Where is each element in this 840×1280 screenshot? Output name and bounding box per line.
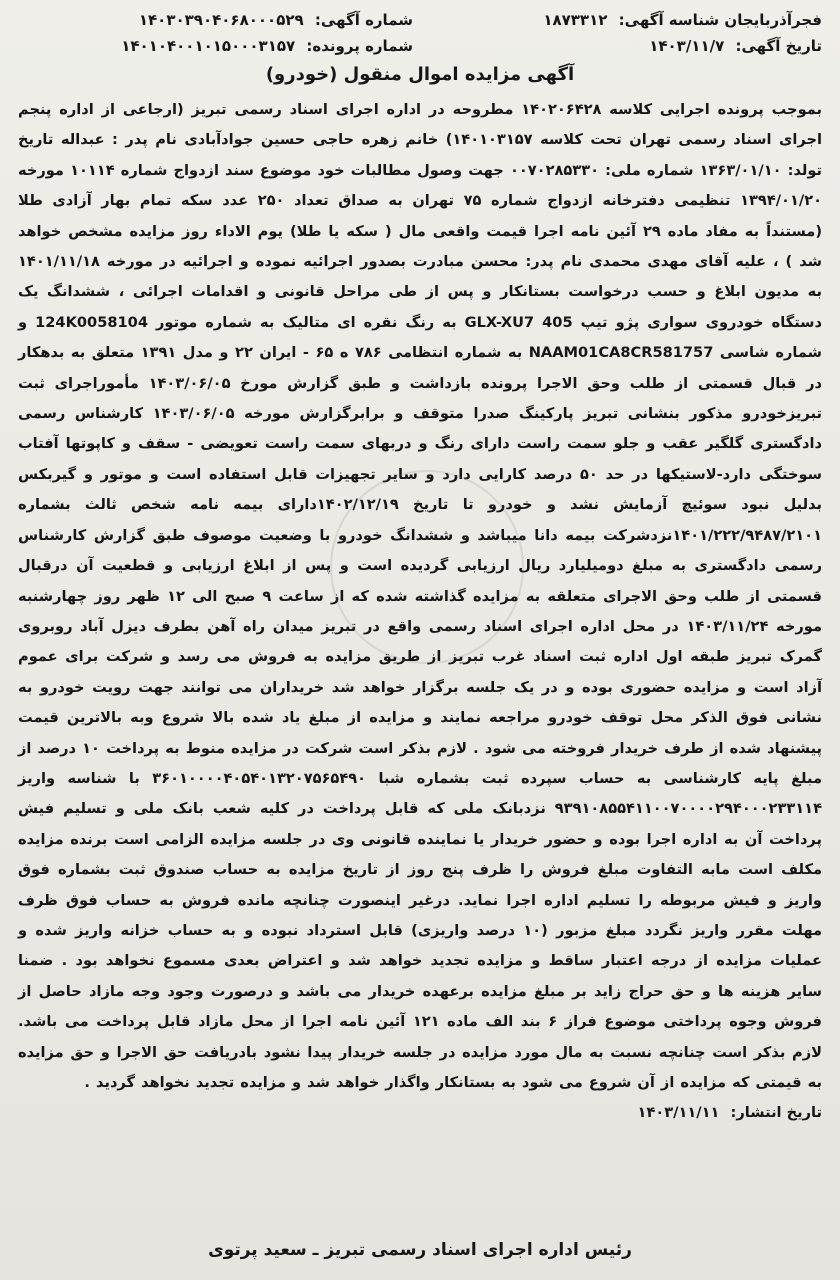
case-number: ۱۴۰۱۰۴۰۰۱۰۱۵۰۰۰۳۱۵۷ bbox=[121, 37, 296, 55]
notice-body bbox=[18, 95, 822, 1098]
notice-date: ۱۴۰۳/۱۱/۷ bbox=[649, 37, 725, 55]
case-number-row bbox=[18, 36, 413, 56]
newspaper-name: فجرآذربایجان bbox=[724, 11, 822, 29]
publish-date-row bbox=[18, 1098, 822, 1128]
case-number-label: شماره پرونده: bbox=[306, 37, 413, 55]
publish-date-label: تاریخ انتشار: bbox=[730, 1104, 822, 1122]
notice-date-row bbox=[427, 36, 822, 56]
notice-number-row bbox=[18, 10, 413, 30]
notice-header bbox=[18, 10, 822, 56]
notice-number-label: شماره آگهی: bbox=[314, 11, 413, 29]
notice-title: آگهی مزایده اموال منقول (خودرو) bbox=[265, 64, 575, 85]
notice-number: ۱۴۰۳۰۳۹۰۴۰۶۸۰۰۰۵۲۹ bbox=[138, 11, 304, 29]
newspaper-and-notice-id bbox=[427, 10, 822, 30]
notice-id-label: شناسه آگهی: bbox=[618, 11, 720, 29]
notice-date-label: تاریخ آگهی: bbox=[735, 37, 822, 55]
body-paragraph: بموجب پرونده اجرایی کلاسه ۱۴۰۲۰۶۴۲۸ مطروحه در اداره اجرای اسناد رسمی تبریز (ارجاعی از اداره پنجم اجرای اسناد رسمی تهران تحت کلاسه ۱۴۰۱۰۳۱۵۷) خانم زهره حاجی حسین جوادآبادی نام پدر : عبداله تاریخ تولد: ۱۳۶۳/۰۱/۱۰ شماره ملی: ۰۰۷۰۲۸۵۳۳۰ جهت وصول مطالبات خود موضوع سند ازدواج شماره ۱۰۱۱۴ مورخه ۱۳۹۴/۰۱/۲۰ تنظیمی دفترخانه ازدواج شماره ۷۵ تهران به صداق تعداد ۲۵۰ عدد سکه تمام بهار آزادی طلا (مستنداً به مفاد ماده ۲۹ آئین نامه اجرا قیمت واقعی مال ( سکه یا طلا) یوم الاداء روز مزایده مشخص خواهد شد ) ، علیه آقای مهدی محمدی نام پدر: محسن مبادرت بصدور اجرائیه نموده و اجرائیه در مورخه ۱۴۰۱/۱۱/۱۸ به مدیون ابلاغ و حسب درخواست بستانکار و پس از طی مراحل قانونی و اقدامات اجرائی ، ششدانگ یک دستگاه خودروی سواری پژو تیپ GLX-XU7 405 به رنگ نقره ای متالیک به شماره موتور 124K0058104 و شماره شاسی NAAM01CA8CR581757 به شماره انتظامی ۷۸۶ ه ۶۵ - ایران ۲۲ و مدل ۱۳۹۱ متعلق به بدهکار در قبال قسمتی از طلب وحق الاجرا پرونده بازداشت و طبق گزارش مورخ ۱۴۰۳/۰۶/۰۵ مأموراجرای ثبت تبریزخودرو مذکور بنشانی تبریز پارکینگ صدرا متوقف و برابرگزارش مورخه ۱۴۰۳/۰۶/۰۵ کارشناس رسمی دادگستری گلگیر عقب و جلو سمت راست دارای رنگ و دربهای سمت راست تعویضی - سقف و کاپوتها آفتاب سوختگی دارد-لاستیکها در حد ۵۰ درصد کارایی دارد و سایر تجهیزات قابل استفاده است و موتور و گیربکس بدلیل نبود سوئیچ آزمایش نشد و خودرو تا تاریخ ۱۴۰۲/۱۲/۱۹دارای بیمه نامه شخص ثالث بشماره ۱۴۰۱/۲۲۲/۹۴۸۷/۲۱۰۱نزدشرکت بیمه دانا میباشد و ششدانگ خودرو با وضعیت موصوف طبق گزارش کارشناس رسمی دادگستری به مبلغ دومیلیارد ریال ارزیابی گردیده است و پس از ابلاغ ارزیابی و قطعیت آن درقبال قسمتی از طلب وحق الاجرای متعلقه به مزایده گذاشته شده که از ساعت ۹ صبح الی ۱۲ ظهر روز چهارشنبه مورخه ۱۴۰۳/۱۱/۲۴ در محل اداره اجرای اسناد رسمی واقع در تبریز میدان راه آهن بطرف دیزل آباد روبروی گمرک تبریز طبقه اول اداره ثبت اسناد غرب تبریز از طریق مزایده به فروش می رسد و شرکت برای عموم آزاد است و مزایده حضوری بوده و در یک جلسه برگزار خواهد شد خریداران می توانند جهت رویت خودرو به نشانی فوق الذکر محل توقف خودرو مراجعه نمایند و مزایده از مبلغ یاد شده بالا شروع وبه بالاترین قیمت پیشنهاد شده از طرف خریدار فروخته می شود . لازم بذکر است شرکت در مزایده منوط به پرداخت ۱۰ درصد از مبلغ پایه کارشناسی به حساب سپرده ثبت بشماره شبا ۳۶۰۱۰۰۰۰۴۰۵۴۰۱۳۲۰۷۵۶۵۴۹۰ با شناسه واریز ۹۳۹۱۰۸۵۵۴۱۱۰۰۷۰۰۰۰۲۹۴۰۰۰۲۳۳۱۱۴ نزدبانک ملی که قابل پرداخت در کلیه شعب بانک ملی و تسلیم فیش پرداخت آن به اداره اجرا بوده و حضور خریدار یا نماینده قانونی وی در جلسه مزایده الزامی است برنده مزایده مکلف است مابه التفاوت مبلغ فروش را ظرف پنج روز از تاریخ مزایده به حساب صندوق ثبت بشماره فوق واریز و فیش مربوطه را تسلیم اداره اجرا نماید. درغیر اینصورت چنانچه مانده فروش به حساب فوق ظرف مهلت مقرر واریز نگردد مبلغ مزبور (۱۰ درصد واریزی) قابل استرداد نبوده و به حساب خزانه واریز شده و عملیات مزایده از درجه اعتبار ساقط و مزایده تجدید خواهد شد و اعتراض بعدی مسموع نخواهد بود . ضمنا سایر هزینه ها و حق حراج زاید بر مبلغ مزایده برعهده خریدار می باشد و درصورت وجود وجه مازاد حاصل از فروش وجوه پرداختی موضوع فراز ۶ بند الف ماده ۱۲۱ آئین نامه اجرا از محل مازاد قابل پرداخت می باشد. لازم بذکر است چنانچه نسبت به مال مورد مزایده در جلسه خریدار پیدا نشود بادریافت حق الاجرا و حق مزایده به قیمتی که مزایده از آن شروع می شود به بستانکار واگذار خواهد شد و مزایده تجدید نخواهد گردید . bbox=[18, 101, 823, 1091]
signature: رئیس اداره اجرای اسناد رسمی تبریز ـ سعید پرتوی bbox=[208, 1240, 632, 1260]
notice-id: ۱۸۷۳۳۱۲ bbox=[543, 11, 608, 29]
publish-date: ۱۴۰۳/۱۱/۱۱ bbox=[637, 1104, 720, 1122]
